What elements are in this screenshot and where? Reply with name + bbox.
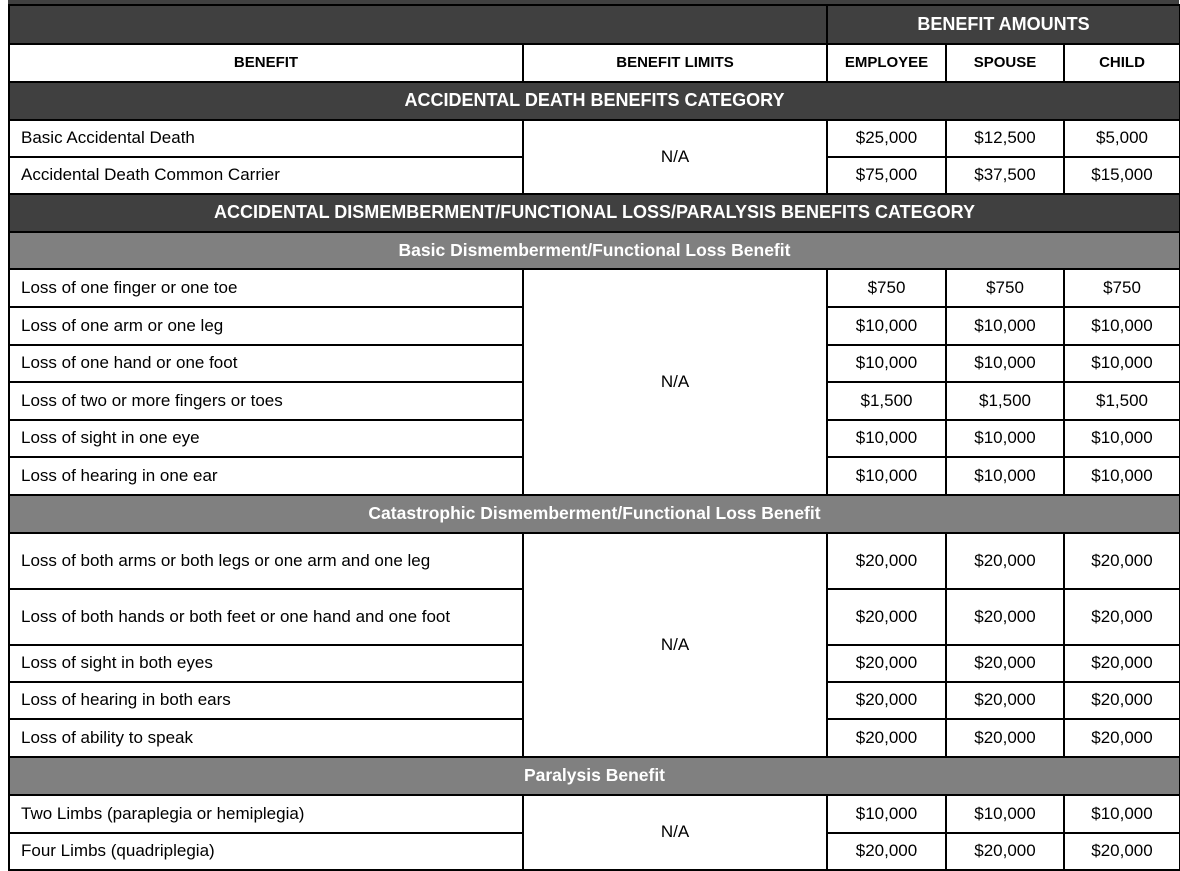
subsection-header-row (9, 757, 1180, 795)
benefit-name: Two Limbs (paraplegia or hemiplegia) (9, 795, 523, 833)
child-amount: $10,000 (1064, 345, 1180, 382)
benefit-name: Loss of hearing in both ears (9, 682, 523, 719)
col-header-child: CHILD (1064, 44, 1180, 82)
table-row (9, 795, 1180, 833)
child-amount: $20,000 (1064, 645, 1180, 682)
benefit-name: Accidental Death Common Carrier (9, 157, 523, 194)
child-amount: $20,000 (1064, 682, 1180, 719)
subsection-title-catastrophic: Catastrophic Dismemberment/Functional Loss Benefit (9, 495, 1180, 533)
benefit-name: Loss of sight in both eyes (9, 645, 523, 682)
spouse-amount: $750 (946, 269, 1064, 307)
benefit-name: Basic Accidental Death (9, 120, 523, 157)
child-amount: $20,000 (1064, 533, 1180, 589)
employee-amount: $10,000 (827, 795, 946, 833)
column-header-row (9, 44, 1180, 82)
section-header-row (9, 82, 1180, 120)
spouse-amount: $1,500 (946, 382, 1064, 420)
blank-header-cell (9, 5, 827, 44)
employee-amount: $75,000 (827, 157, 946, 194)
child-amount: $750 (1064, 269, 1180, 307)
child-amount: $15,000 (1064, 157, 1180, 194)
spouse-amount: $10,000 (946, 795, 1064, 833)
benefit-amounts-header: BENEFIT AMOUNTS (827, 5, 1180, 44)
child-amount: $10,000 (1064, 795, 1180, 833)
col-header-benefit-limits: BENEFIT LIMITS (523, 44, 827, 82)
spouse-amount: $10,000 (946, 345, 1064, 382)
spouse-amount: $37,500 (946, 157, 1064, 194)
child-amount: $20,000 (1064, 589, 1180, 645)
employee-amount: $10,000 (827, 345, 946, 382)
employee-amount: $10,000 (827, 420, 946, 457)
spouse-amount: $20,000 (946, 682, 1064, 719)
benefit-limit: N/A (523, 533, 827, 757)
employee-amount: $25,000 (827, 120, 946, 157)
child-amount: $10,000 (1064, 307, 1180, 345)
benefit-limit: N/A (523, 269, 827, 495)
employee-amount: $10,000 (827, 307, 946, 345)
table-row (9, 533, 1180, 589)
section-title-accidental-death: ACCIDENTAL DEATH BENEFITS CATEGORY (9, 82, 1180, 120)
benefit-amounts-header-row (9, 5, 1180, 44)
employee-amount: $20,000 (827, 533, 946, 589)
benefit-name: Loss of both hands or both feet or one hand and one foot (9, 589, 523, 645)
employee-amount: $10,000 (827, 457, 946, 495)
employee-amount: $20,000 (827, 645, 946, 682)
benefit-name: Loss of one arm or one leg (9, 307, 523, 345)
col-header-employee: EMPLOYEE (827, 44, 946, 82)
benefit-name: Loss of sight in one eye (9, 420, 523, 457)
child-amount: $10,000 (1064, 457, 1180, 495)
employee-amount: $1,500 (827, 382, 946, 420)
benefit-limit: N/A (523, 795, 827, 870)
spouse-amount: $20,000 (946, 533, 1064, 589)
employee-amount: $750 (827, 269, 946, 307)
section-title-dismemberment: ACCIDENTAL DISMEMBERMENT/FUNCTIONAL LOSS/PARALYSIS BENEFITS CATEGORY (9, 194, 1180, 232)
child-amount: $5,000 (1064, 120, 1180, 157)
child-amount: $1,500 (1064, 382, 1180, 420)
subsection-title-paralysis: Paralysis Benefit (9, 757, 1180, 795)
child-amount: $10,000 (1064, 420, 1180, 457)
section-header-row (9, 194, 1180, 232)
benefit-name: Loss of one hand or one foot (9, 345, 523, 382)
table-row (9, 269, 1180, 307)
benefit-name: Loss of both arms or both legs or one arm and one leg (9, 533, 523, 589)
spouse-amount: $10,000 (946, 307, 1064, 345)
child-amount: $20,000 (1064, 833, 1180, 870)
col-header-spouse: SPOUSE (946, 44, 1064, 82)
subsection-header-row (9, 495, 1180, 533)
table-row (9, 120, 1180, 157)
spouse-amount: $20,000 (946, 589, 1064, 645)
spouse-amount: $10,000 (946, 457, 1064, 495)
employee-amount: $20,000 (827, 833, 946, 870)
spouse-amount: $10,000 (946, 420, 1064, 457)
benefits-table (8, 4, 1180, 871)
col-header-benefit: BENEFIT (9, 44, 523, 82)
benefit-limit: N/A (523, 120, 827, 194)
spouse-amount: $12,500 (946, 120, 1064, 157)
employee-amount: $20,000 (827, 682, 946, 719)
employee-amount: $20,000 (827, 719, 946, 757)
benefit-name: Loss of two or more fingers or toes (9, 382, 523, 420)
spouse-amount: $20,000 (946, 719, 1064, 757)
spouse-amount: $20,000 (946, 645, 1064, 682)
child-amount: $20,000 (1064, 719, 1180, 757)
spouse-amount: $20,000 (946, 833, 1064, 870)
employee-amount: $20,000 (827, 589, 946, 645)
subsection-header-row (9, 232, 1180, 269)
benefit-name: Loss of hearing in one ear (9, 457, 523, 495)
benefit-name: Loss of ability to speak (9, 719, 523, 757)
benefit-name: Loss of one finger or one toe (9, 269, 523, 307)
subsection-title-basic: Basic Dismemberment/Functional Loss Benefit (9, 232, 1180, 269)
benefit-name: Four Limbs (quadriplegia) (9, 833, 523, 870)
